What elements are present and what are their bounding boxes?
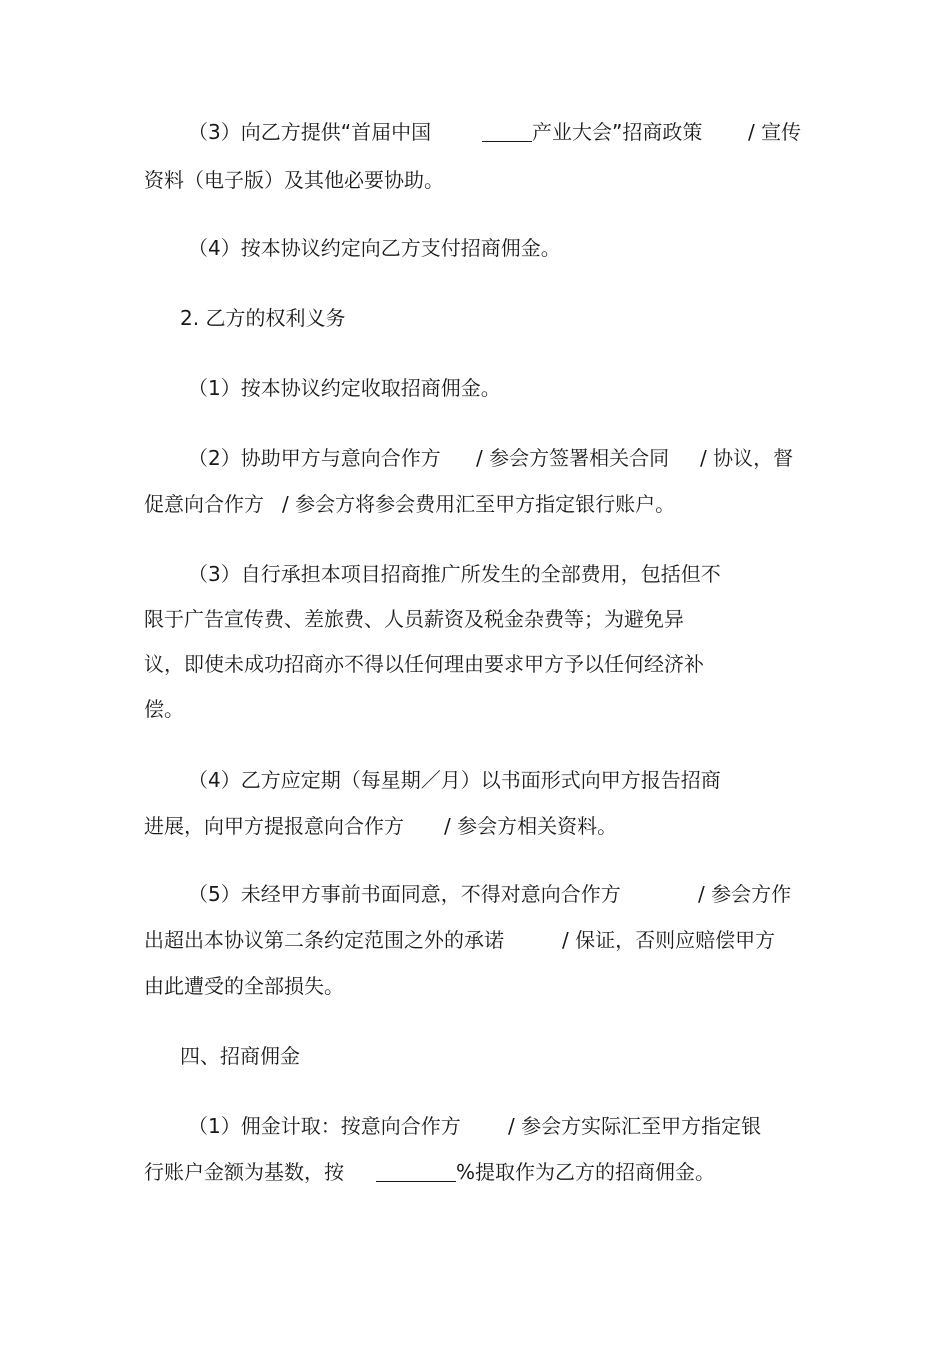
- text-segment: 行账户金额为基数，按: [144, 1160, 344, 1184]
- heading-text: 2. 乙方的权利义务: [180, 306, 346, 330]
- text-segment: 资料（电子版）及其他必要协助。: [144, 168, 444, 192]
- text-segment: （2）协助甲方与意向合作方: [188, 446, 441, 470]
- text-segment: 促意向合作方: [144, 492, 264, 516]
- text-segment: （3）向乙方提供“首届中国: [188, 120, 432, 144]
- text-segment: （3）自行承担本项目招商推广所发生的全部费用，包括但不: [188, 562, 721, 586]
- text-segment: （1）按本协议约定收取招商佣金。: [188, 376, 501, 400]
- text-segment: / 参会方作: [698, 882, 792, 906]
- text-segment: 由此遭受的全部损失。: [144, 974, 344, 998]
- text-segment: （1）佣金计取：按意向合作方: [188, 1114, 461, 1138]
- text-segment: （4）按本协议约定向乙方支付招商佣金。: [188, 236, 561, 260]
- fill-in-blank: [482, 110, 532, 142]
- text-segment: / 宣传: [748, 120, 802, 144]
- text-segment: / 参会方将参会费用汇至甲方指定银行账户。: [282, 492, 676, 516]
- text-segment: 议，即使未成功招商亦不得以任何理由要求甲方予以任何经济补: [144, 652, 704, 676]
- text-segment: （4）乙方应定期（每星期／月）以书面形式向甲方报告招商: [188, 768, 721, 792]
- text-segment: 限于广告宣传费、差旅费、人员薪资及税金杂费等；为避免异: [144, 607, 684, 631]
- heading-text: 四、招商佣金: [180, 1044, 300, 1068]
- text-segment: / 协议，督: [700, 446, 794, 470]
- text-segment: / 参会方实际汇至甲方指定银: [508, 1114, 762, 1138]
- text-segment: 偿。: [144, 697, 184, 721]
- text-segment: （5）未经甲方事前书面同意，不得对意向合作方: [188, 882, 621, 906]
- text-segment: / 参会方相关资料。: [444, 814, 618, 838]
- text-segment: 产业大会”招商政策: [532, 120, 703, 144]
- percentage-blank: [376, 1150, 456, 1182]
- text-segment: %提取作为乙方的招商佣金。: [456, 1160, 716, 1184]
- text-segment: 出超出本协议第二条约定范围之外的承诺: [144, 928, 504, 952]
- text-segment: / 参会方签署相关合同: [476, 446, 670, 470]
- text-segment: 进展，向甲方提报意向合作方: [144, 814, 404, 838]
- text-segment: / 保证，否则应赔偿甲方: [562, 928, 776, 952]
